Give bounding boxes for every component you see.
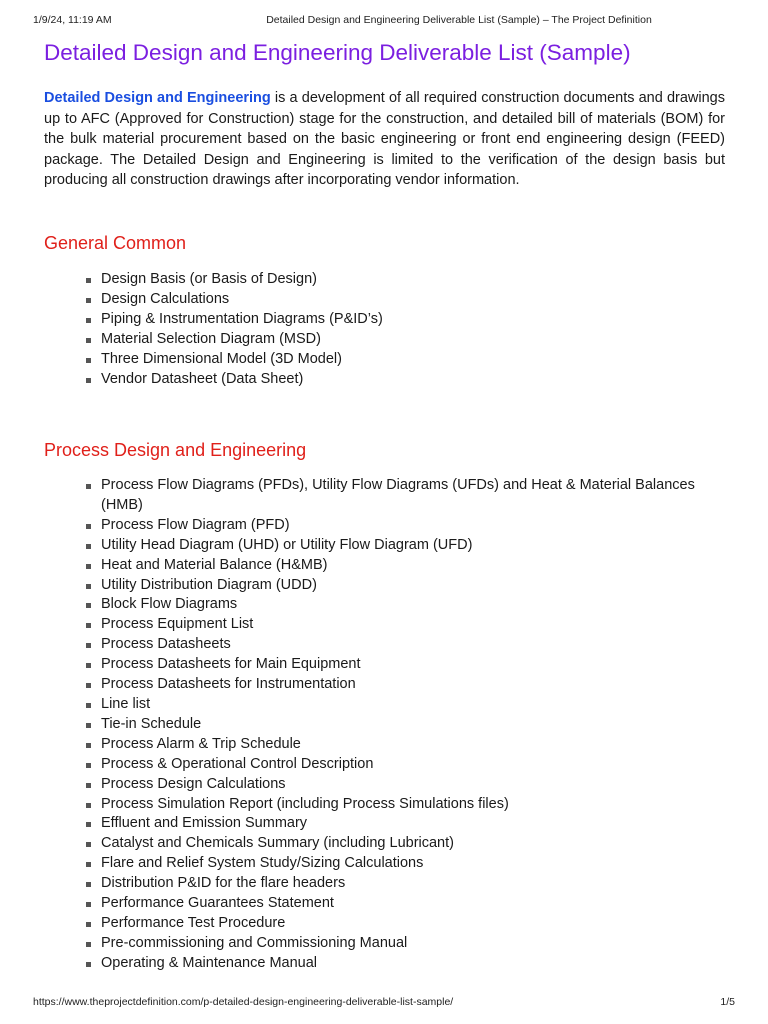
list-item-text: Process Datasheets for Instrumentation bbox=[101, 676, 356, 693]
list-item-text: Process Datasheets bbox=[101, 636, 231, 653]
page-title: Detailed Design and Engineering Deliverable List (Sample) bbox=[44, 40, 631, 65]
print-datetime: 1/9/24, 11:19 AM bbox=[33, 14, 112, 26]
list-item-text: Process Equipment List bbox=[101, 616, 254, 633]
list-item-text: Heat and Material Balance (H&MB) bbox=[101, 556, 328, 573]
print-header bbox=[33, 14, 735, 30]
list-item-text: Process Design Calculations bbox=[101, 775, 286, 792]
list-item bbox=[84, 755, 704, 775]
list-item-text: Design Basis (or Basis of Design) bbox=[101, 271, 317, 287]
list-item-text: Line list bbox=[101, 695, 151, 712]
list-item-text: Performance Test Procedure bbox=[101, 914, 286, 931]
list-item bbox=[84, 735, 704, 755]
print-page-title: Detailed Design and Engineering Deliverable List (Sample) – The Project Definition bbox=[266, 14, 652, 26]
list-item bbox=[84, 834, 704, 854]
square-bullet-icon bbox=[86, 378, 91, 383]
list-item bbox=[84, 695, 704, 715]
list-item bbox=[84, 854, 704, 874]
list-item bbox=[84, 476, 704, 516]
list-item bbox=[84, 775, 704, 795]
general-common-list bbox=[84, 270, 704, 389]
list-item bbox=[84, 595, 704, 615]
square-bullet-icon bbox=[86, 623, 91, 628]
square-bullet-icon bbox=[86, 763, 91, 768]
list-item bbox=[84, 370, 704, 390]
print-url: https://www.theprojectdefinition.com/p-detailed-design-engineering-deliverable-list-sample/ bbox=[33, 996, 454, 1008]
square-bullet-icon bbox=[86, 564, 91, 569]
square-bullet-icon bbox=[86, 318, 91, 323]
square-bullet-icon bbox=[86, 584, 91, 589]
square-bullet-icon bbox=[86, 723, 91, 728]
list-item bbox=[84, 290, 704, 310]
list-item-text: Flare and Relief System Study/Sizing Calculations bbox=[101, 855, 424, 872]
print-footer bbox=[33, 996, 735, 1010]
square-bullet-icon bbox=[86, 703, 91, 708]
list-item bbox=[84, 914, 704, 934]
list-item bbox=[84, 874, 704, 894]
intro-paragraph bbox=[44, 88, 725, 191]
square-bullet-icon bbox=[86, 783, 91, 788]
square-bullet-icon bbox=[86, 683, 91, 688]
list-item bbox=[84, 516, 704, 536]
intro-term-link[interactable]: Detailed Design and Engineering bbox=[44, 90, 271, 106]
list-item-text: Utility Head Diagram (UHD) or Utility Flow Diagram (UFD) bbox=[101, 536, 473, 553]
square-bullet-icon bbox=[86, 643, 91, 648]
square-bullet-icon bbox=[86, 278, 91, 283]
list-item-text: Distribution P&ID for the flare headers bbox=[101, 875, 346, 892]
page-number: 1/5 bbox=[720, 996, 735, 1008]
list-item bbox=[84, 270, 704, 290]
list-item bbox=[84, 795, 704, 815]
list-item bbox=[84, 655, 704, 675]
list-item-text: Three Dimensional Model (3D Model) bbox=[101, 350, 342, 367]
list-item-text: Process Alarm & Trip Schedule bbox=[101, 735, 301, 752]
square-bullet-icon bbox=[86, 822, 91, 827]
square-bullet-icon bbox=[86, 544, 91, 549]
list-item-text: Utility Distribution Diagram (UDD) bbox=[101, 576, 317, 593]
list-item-text: Operating & Maintenance Manual bbox=[101, 954, 318, 971]
square-bullet-icon bbox=[86, 338, 91, 343]
square-bullet-icon bbox=[86, 603, 91, 608]
list-item bbox=[84, 814, 704, 834]
square-bullet-icon bbox=[86, 524, 91, 529]
list-item bbox=[84, 615, 704, 635]
list-item-text: Pre-commissioning and Commissioning Manual bbox=[101, 934, 408, 951]
list-item bbox=[84, 536, 704, 556]
square-bullet-icon bbox=[86, 358, 91, 363]
list-item bbox=[84, 635, 704, 655]
list-item-text: Design Calculations bbox=[101, 290, 230, 307]
section-heading-general-common: General Common bbox=[44, 233, 187, 253]
list-item-text: Process & Operational Control Description bbox=[101, 755, 374, 772]
list-item bbox=[84, 556, 704, 576]
square-bullet-icon bbox=[86, 842, 91, 847]
list-item-text: Block Flow Diagrams bbox=[101, 596, 238, 613]
square-bullet-icon bbox=[86, 743, 91, 748]
list-item bbox=[84, 894, 704, 914]
square-bullet-icon bbox=[86, 803, 91, 808]
list-item-text: Tie-in Schedule bbox=[101, 715, 202, 732]
list-item bbox=[84, 934, 704, 954]
list-item bbox=[84, 715, 704, 735]
square-bullet-icon bbox=[86, 902, 91, 907]
square-bullet-icon bbox=[86, 663, 91, 668]
square-bullet-icon bbox=[86, 484, 91, 489]
square-bullet-icon bbox=[86, 962, 91, 967]
process-design-list bbox=[84, 476, 704, 974]
square-bullet-icon bbox=[86, 298, 91, 303]
list-item-text: Effluent and Emission Summary bbox=[101, 815, 308, 832]
intro-body: is a development of all required construction documents and drawings up to AFC (Approved for Construction) stage for the construction, and detailed bill of materials (BOM) for the bulk material procurement based on the basic engineering or front end engineering design (FEED) package. The Detailed Design and Engineering is limited to the verification of the design basis but producing all construction drawings after incorporating vendor information. bbox=[44, 90, 725, 188]
list-item-text: Process Flow Diagram (PFD) bbox=[101, 516, 290, 533]
list-item bbox=[84, 675, 704, 695]
list-item bbox=[84, 576, 704, 596]
square-bullet-icon bbox=[86, 862, 91, 867]
list-item-text: Material Selection Diagram (MSD) bbox=[101, 330, 321, 347]
list-item-text: Piping & Instrumentation Diagrams (P&ID’s) bbox=[101, 310, 383, 327]
square-bullet-icon bbox=[86, 922, 91, 927]
list-item bbox=[84, 350, 704, 370]
list-item-text: Process Datasheets for Main Equipment bbox=[101, 656, 361, 673]
square-bullet-icon bbox=[86, 882, 91, 887]
square-bullet-icon bbox=[86, 942, 91, 947]
list-item bbox=[84, 954, 704, 974]
list-item bbox=[84, 310, 704, 330]
list-item-text: Process Simulation Report (including Process Simulations files) bbox=[101, 795, 509, 812]
list-item-text: Performance Guarantees Statement bbox=[101, 895, 334, 912]
list-item bbox=[84, 330, 704, 350]
list-item-text: Catalyst and Chemicals Summary (including Lubricant) bbox=[101, 835, 454, 852]
list-item-text: Vendor Datasheet (Data Sheet) bbox=[101, 370, 304, 387]
section-heading-process-design: Process Design and Engineering bbox=[44, 440, 307, 460]
list-item-text: Process Flow Diagrams (PFDs), Utility Flow Diagrams (UFDs) and Heat & Material Balances (HMB) bbox=[101, 477, 695, 513]
